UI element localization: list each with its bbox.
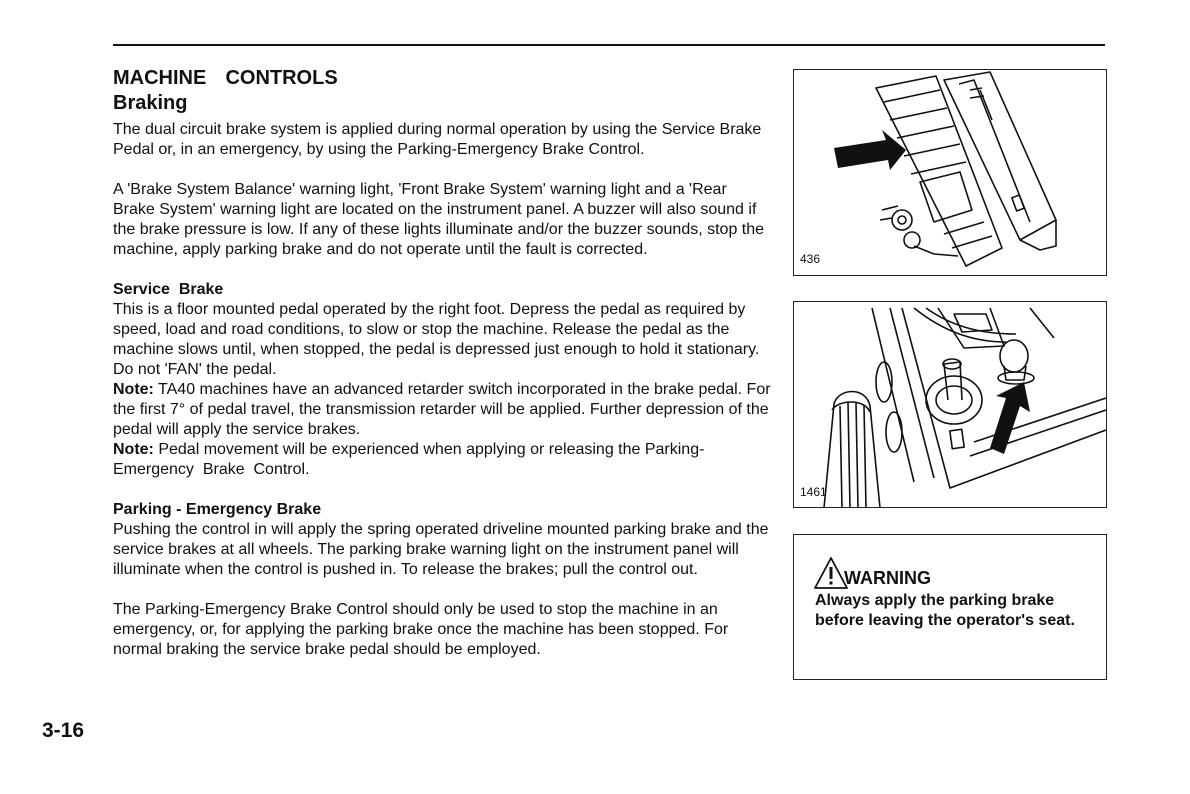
section-title: MACHINE CONTROLS — [113, 67, 338, 89]
figure-brake-pedal — [793, 69, 1107, 276]
header-rule — [113, 44, 1105, 46]
warning-title: WARNING — [844, 568, 931, 588]
parking-brake-illustration — [794, 302, 1106, 507]
figure-parking-brake-control — [793, 301, 1107, 508]
service-brake-section — [113, 280, 773, 480]
paragraph-emergency-use: The Parking-Emergency Brake Control should only be used to stop the machine in an emergency, or, for applying the parking brake once the machine has been stopped. For normal braking the service brake pedal should be employed. — [113, 601, 729, 658]
warning-text: Always apply the parking brake before leaving the operator's seat. — [815, 592, 1075, 629]
topic-title: Braking — [113, 92, 188, 114]
parking-brake-text: Pushing the control in will apply the spring operated driveline mounted parking brake and the service brakes at all wheels. The parking brake warning light on the instrument panel will illuminate when the control is pushed in. To release the brakes; pull the control out. — [113, 521, 769, 578]
warning-box — [793, 534, 1107, 680]
figure-number: 1461 — [800, 485, 827, 499]
warning-triangle-icon — [814, 557, 848, 589]
parking-brake-section — [113, 500, 773, 580]
service-brake-text: This is a floor mounted pedal operated by the right foot. Depress the pedal as required by speed, load and road conditions, to slow or stop the machine. Release the pedal as the machine slows until, when stopped, the pedal is depressed just enough to hold it stationary. Do not 'FAN' the pedal. — [113, 301, 760, 378]
main-text-column — [113, 66, 773, 680]
brake-pedal-illustration — [794, 70, 1106, 275]
note-retarder — [113, 380, 773, 440]
note-retarder-text: TA40 machines have an advanced retarder switch incorporated in the brake pedal. For the first 7° of pedal travel, the transmission retarder will be applied. Further depression of the pedal will apply the service brakes. — [113, 381, 771, 438]
paragraph-brake-system: The dual circuit brake system is applied during normal operation by using the Service Brake Pedal or, in an emergency, by using the Parking-Emergency Brake Control. — [113, 121, 762, 158]
note-pedal-movement — [113, 440, 773, 480]
page-number: 3-16 — [42, 719, 85, 742]
warning-title-row — [814, 557, 931, 589]
paragraph-warning-lights: A 'Brake System Balance' warning light, 'Front Brake System' warning light and a 'Rear Brake System' warning light are located on the instrument panel. A buzzer will also sound if the brake pressure is low. If any of these lights illuminate and/or the buzzer sounds, stop the machine, apply parking brake and do not operate until the fault is corrected. — [113, 181, 765, 258]
note-label: Note: — [113, 441, 154, 458]
parking-brake-heading: Parking - Emergency Brake — [113, 501, 322, 518]
figure-number: 436 — [800, 252, 821, 266]
note-label: Note: — [113, 381, 154, 398]
service-brake-heading: Service Brake — [113, 281, 224, 298]
arrow-icon — [834, 130, 906, 170]
note-pedal-movement-text: Pedal movement will be experienced when applying or releasing the Parking-Emergency Brake Control. — [113, 441, 705, 478]
